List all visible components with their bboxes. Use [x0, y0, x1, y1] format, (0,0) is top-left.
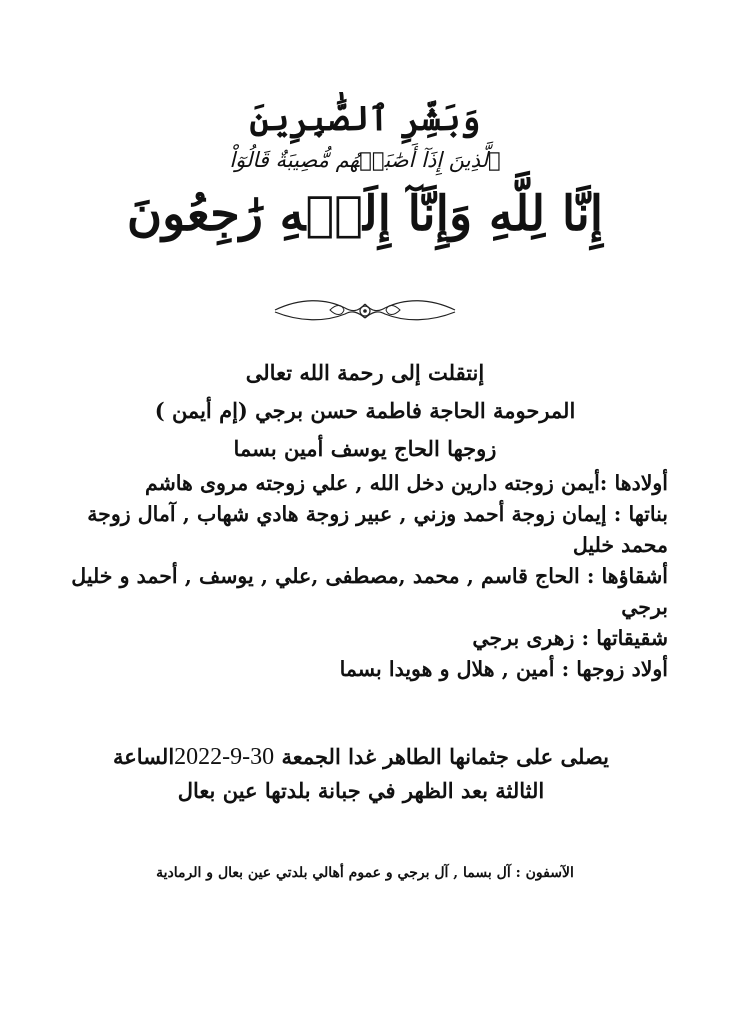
sons-line: أولادها :أيمن زوجته دارين دخل الله , علي زوجته مروى هاشم [144, 471, 668, 495]
mourners-line: الآسفون : آل بسما , آل برجي و عموم أهالي بلدتي عين بعال و الرمادية [156, 865, 574, 881]
announcement-block [60, 354, 670, 468]
funeral-suffix: الساعة [113, 744, 175, 769]
verse-line-2: ٱلَّذِينَ إِذَآ أَصَٰبَتۡهُم مُّصِيبَةٌ قَالُوٓاْ [229, 148, 501, 172]
funeral-line-2: الثالثة بعد الظهر في جبانة بلدتها عين بعال [177, 778, 545, 803]
quran-verse-header [0, 95, 730, 251]
announcement-line-1: إنتقلت إلى رحمة الله تعالى [245, 360, 485, 385]
verse-line-1: وَبَشِّرِ ٱلصَّٰبِرِينَ [249, 99, 481, 139]
funeral-line-1 [70, 740, 652, 774]
announcement-line-3: زوجها الحاج يوسف أمين بسما [233, 436, 497, 461]
family-block [62, 468, 668, 685]
funeral-prefix: يصلى على جثمانها الطاهر غدا الجمعة [281, 744, 609, 769]
sisters-line: شقيقاتها : زهرى برجي [472, 626, 668, 650]
funeral-date: 2022-9-30 [174, 744, 275, 770]
verse-line-3: إِنَّا لِلَّهِ وَإِنَّآ إِلَيۡهِ رَٰجِعُونَ [126, 186, 604, 242]
ornament-divider-icon [270, 290, 460, 330]
funeral-info [70, 740, 652, 808]
daughters-line: بناتها : إيمان زوجة أحمد وزني , عبير زوجة هادي شهاب , آمال زوجة محمد خليل [87, 502, 668, 557]
husband-children-line: أولاد زوجها : أمين , هلال و هويدا بسما [339, 657, 668, 681]
announcement-line-2: المرحومة الحاجة فاطمة حسن برجي (إم أيمن ) [154, 398, 576, 423]
brothers-line: أشقاؤها : الحاج قاسم , محمد ,مصطفى ,علي , يوسف , أحمد و خليل برجي [71, 564, 668, 619]
